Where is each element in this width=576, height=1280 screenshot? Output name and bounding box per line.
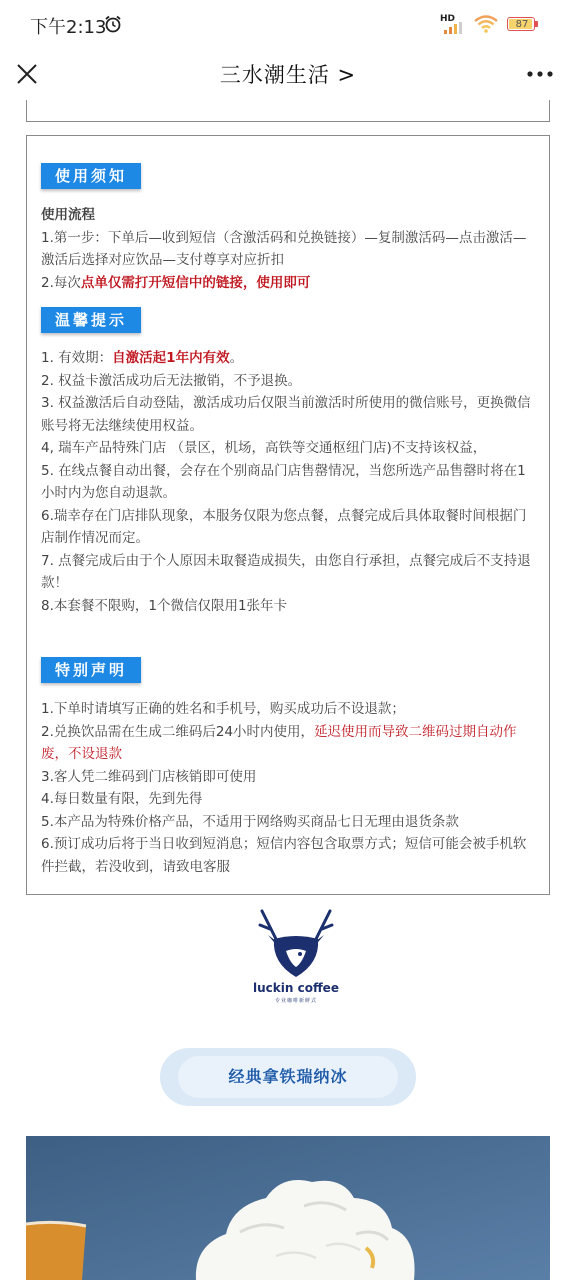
statement-item-3: 3.客人凭二维码到门店核销即可使用 — [41, 768, 257, 785]
statement-item-4: 4.每日数量有限，先到先得 — [41, 791, 203, 807]
statement-item-6: 6.预订成功后将于当日收到短消息；短信内容包含取票方式；短信可能会被手机软件拦截，若没收到，请致电客服 — [41, 836, 527, 875]
cellular-signal-icon — [444, 22, 462, 34]
tip-item-6: 6.瑞幸存在门店排队现象，本服务仅限为您点餐，点餐完成后具体取餐时间根据门店制作情况而定。 — [41, 507, 527, 546]
whipped-cream-drink-image — [26, 1136, 550, 1280]
brand-tagline: 专业咖啡新鲜式 — [274, 998, 317, 1004]
usage-step-1: 1.第一步：下单后—收到短信（含激活码和兑换链接）—复制激活码—点击激活—激活后选择对应饮品—支付尊享对应折扣 — [41, 229, 527, 268]
more-options-icon[interactable] — [527, 71, 553, 77]
tip-item-5: 5. 在线点餐自动出餐，会存在个别商品门店售罄情况，当您所选产品售罄时将在1小时内为您自动退款。 — [41, 462, 526, 501]
tips-badge: 温馨提示 — [41, 307, 141, 333]
tip-item-3: 3. 权益激活后自动登陆，激活成功后仅限当前激活时所使用的微信账号，更换微信账号将无法继续使用权益。 — [41, 395, 531, 434]
usage-notice-badge: 使用须知 — [41, 163, 141, 189]
tips-text — [41, 347, 537, 617]
statement-item-1: 1.下单时请填写正确的姓名和手机号，购买成功后不设退款； — [41, 701, 405, 717]
brand-name: luckin coffee — [253, 981, 339, 995]
nav-bar — [0, 50, 576, 98]
alarm-clock-icon — [104, 15, 122, 33]
tip-item-1: 1. 有效期：自激活起1年内有效。 — [41, 350, 244, 366]
notice-box — [26, 135, 550, 895]
statement-badge: 特别声明 — [41, 657, 141, 683]
usage-step-2: 2.每次点单仅需打开短信中的链接，使用即可 — [41, 274, 311, 291]
tip-item-7: 7. 点餐完成后由于个人原因未取餐造成损失，由您自行承担，点餐完成后不支持退款！ — [41, 552, 531, 591]
product-name: 经典拿铁瑞纳冰 — [228, 1067, 348, 1086]
product-photo — [26, 1136, 550, 1280]
product-title-banner — [160, 1048, 416, 1106]
battery-icon — [507, 17, 541, 33]
deer-logo-icon — [236, 905, 356, 981]
wifi-icon — [474, 14, 498, 34]
status-time: 下午2:13 — [30, 17, 107, 38]
statement-text — [41, 698, 537, 878]
luckin-coffee-logo — [236, 905, 356, 1010]
status-bar — [0, 0, 576, 50]
tip-item-2: 2. 权益卡激活成功后无法撤销，不予退换。 — [41, 372, 302, 389]
statement-item-2: 2.兑换饮品需在生成二维码后24小时内使用，延迟使用而导致二维码过期自动作废，不设退款 — [41, 723, 517, 762]
hd-network-label: HD — [440, 14, 456, 24]
statement-item-5: 5.本产品为特殊价格产品，不适用于网络购买商品七日无理由退货条款 — [41, 813, 459, 830]
page-title[interactable]: 三水潮生活 > — [219, 63, 357, 87]
usage-flow-title: 使用流程 — [41, 207, 95, 223]
tip-item-8: 8.本套餐不限购，1个微信仅限用1张年卡 — [41, 597, 288, 614]
battery-level: 87 — [515, 19, 529, 30]
usage-flow-text — [41, 204, 537, 294]
previous-content-frame — [26, 100, 550, 122]
tip-item-4: 4, 瑞车产品特殊门店 （景区，机场，高铁等交通枢纽门店)不支持该权益， — [41, 440, 487, 456]
